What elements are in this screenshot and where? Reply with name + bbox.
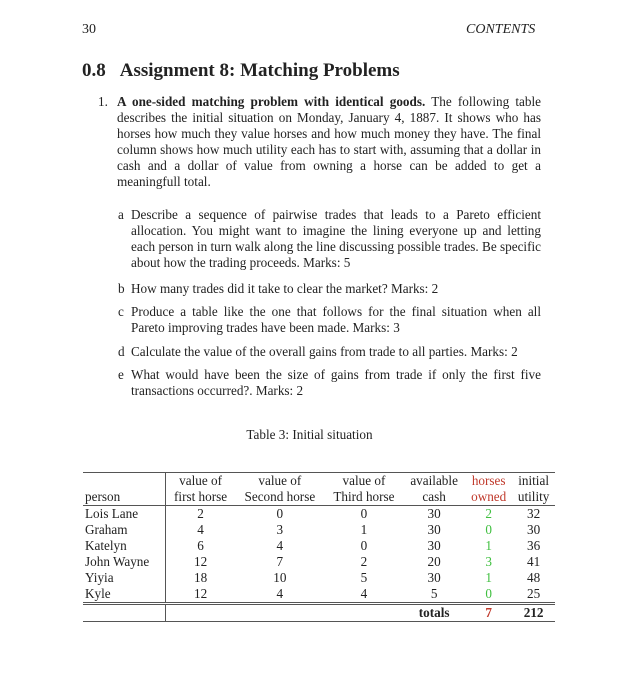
part-d xyxy=(118,344,541,360)
value-cell: 2 xyxy=(197,506,204,521)
problem-lead: A one-sided matching problem with identical goods. xyxy=(117,94,426,109)
section-heading xyxy=(82,60,400,82)
part-e xyxy=(118,367,541,399)
value-cell: 4 xyxy=(276,538,284,553)
header-cell: horses xyxy=(465,473,512,490)
part-text: Describe a sequence of pairwise trades that leads to a Pareto efficient allocation. You might want to imagine the lining everyone up and letting each person in turn walk along the line discussing possible trades. Be specific about how the trading proceeds. Marks: 5 xyxy=(131,207,541,270)
value-cell: 20 xyxy=(427,554,441,569)
part-text: Calculate the value of the overall gains from trade to all parties. Marks: 2 xyxy=(131,344,518,359)
part-label: b xyxy=(118,281,125,296)
value-cell: 36 xyxy=(527,538,541,553)
value-cell: 30 xyxy=(427,506,441,521)
total-horses: 7 xyxy=(465,604,512,622)
person-cell: Kyle xyxy=(83,586,166,604)
header-cell: value of xyxy=(235,473,325,490)
part-label: e xyxy=(118,367,124,382)
problem-text: The following table describes the initial situation on Monday, January 4, 1887. It shows who has horses how much they value horses and how much money they have. The final column shows how much utility each has to start with, assuming that a dollar in cash and a dollar of value from owning a horse can be added to get a meaningfull total. xyxy=(117,94,541,189)
table-row xyxy=(83,522,555,538)
part-text: How many trades did it take to clear the market? Marks: 2 xyxy=(131,281,439,296)
part-label: d xyxy=(118,344,125,359)
value-cell: 0 xyxy=(465,586,512,604)
value-cell: 30 xyxy=(427,570,441,585)
value-cell: 25 xyxy=(512,586,555,604)
value-cell: 2 xyxy=(485,506,492,521)
value-cell: 0 xyxy=(360,506,368,521)
value-cell: 48 xyxy=(527,570,541,585)
header-cell xyxy=(83,473,166,490)
header-cell: Second horse xyxy=(235,489,325,506)
person-cell: John Wayne xyxy=(83,554,166,570)
header-cell: cash xyxy=(403,489,465,506)
value-cell: 3 xyxy=(485,554,492,569)
value-cell: 12 xyxy=(166,586,235,604)
header-cell: utility xyxy=(512,489,555,506)
table-row xyxy=(83,538,555,554)
value-cell: 6 xyxy=(197,538,204,553)
value-cell: 0 xyxy=(276,506,284,521)
table-header-row xyxy=(83,489,555,506)
total-utility: 212 xyxy=(512,604,555,622)
header-cell: value of xyxy=(325,473,403,490)
header-cell: Third horse xyxy=(325,489,403,506)
person-cell: Yiyia xyxy=(83,570,166,586)
person-cell: Katelyn xyxy=(83,538,166,554)
header-cell: first horse xyxy=(166,489,235,506)
header-cell: person xyxy=(83,489,166,506)
value-cell: 3 xyxy=(276,522,284,537)
part-label: c xyxy=(118,304,124,319)
value-cell: 0 xyxy=(360,538,368,553)
table-row xyxy=(83,554,555,570)
header-cell: value of xyxy=(166,473,235,490)
problem-1 xyxy=(98,94,541,190)
part-text: Produce a table like the one that follows for the final situation when all Pareto improving trades have been made. Marks: 3 xyxy=(131,304,541,335)
value-cell: 12 xyxy=(193,554,208,569)
totals-row xyxy=(83,604,555,622)
part-b xyxy=(118,281,541,297)
value-cell: 4 xyxy=(325,586,403,604)
person-cell: Lois Lane xyxy=(83,506,166,523)
value-cell: 1 xyxy=(485,538,492,553)
totals-label: totals xyxy=(403,604,465,622)
section-number: 0.8 xyxy=(82,60,106,81)
value-cell: 32 xyxy=(527,506,541,521)
value-cell: 1 xyxy=(360,522,368,537)
part-a xyxy=(118,207,541,271)
part-c xyxy=(118,304,541,336)
running-title: CONTENTS xyxy=(466,22,536,37)
value-cell: 10 xyxy=(273,570,287,585)
page-number: 30 xyxy=(82,22,96,37)
value-cell: 1 xyxy=(485,570,492,585)
header-cell: owned xyxy=(465,489,512,506)
initial-situation-table xyxy=(83,472,555,622)
header-cell: initial xyxy=(512,473,555,490)
table-row xyxy=(83,586,555,604)
value-cell: 5 xyxy=(360,570,368,585)
value-cell: 4 xyxy=(197,522,204,537)
table-row xyxy=(83,570,555,586)
table-caption: Table 3: Initial situation xyxy=(246,427,373,442)
value-cell: 4 xyxy=(235,586,325,604)
value-cell: 0 xyxy=(485,522,492,537)
value-cell: 30 xyxy=(427,538,441,553)
header-cell: available xyxy=(403,473,465,490)
problem-label: 1. xyxy=(98,94,108,109)
value-cell: 18 xyxy=(193,570,208,585)
person-cell: Graham xyxy=(83,522,166,538)
value-cell: 7 xyxy=(276,554,284,569)
section-title: Assignment 8: Matching Problems xyxy=(119,60,400,81)
value-cell: 30 xyxy=(527,522,541,537)
table-row xyxy=(83,506,555,523)
part-label: a xyxy=(118,207,124,222)
value-cell: 41 xyxy=(527,554,541,569)
part-text: What would have been the size of gains from trade if only the first five transactions occurred?. Marks: 2 xyxy=(131,367,541,398)
table-header-row xyxy=(83,473,555,490)
value-cell: 2 xyxy=(360,554,368,569)
value-cell: 5 xyxy=(403,586,465,604)
value-cell: 30 xyxy=(427,522,441,537)
